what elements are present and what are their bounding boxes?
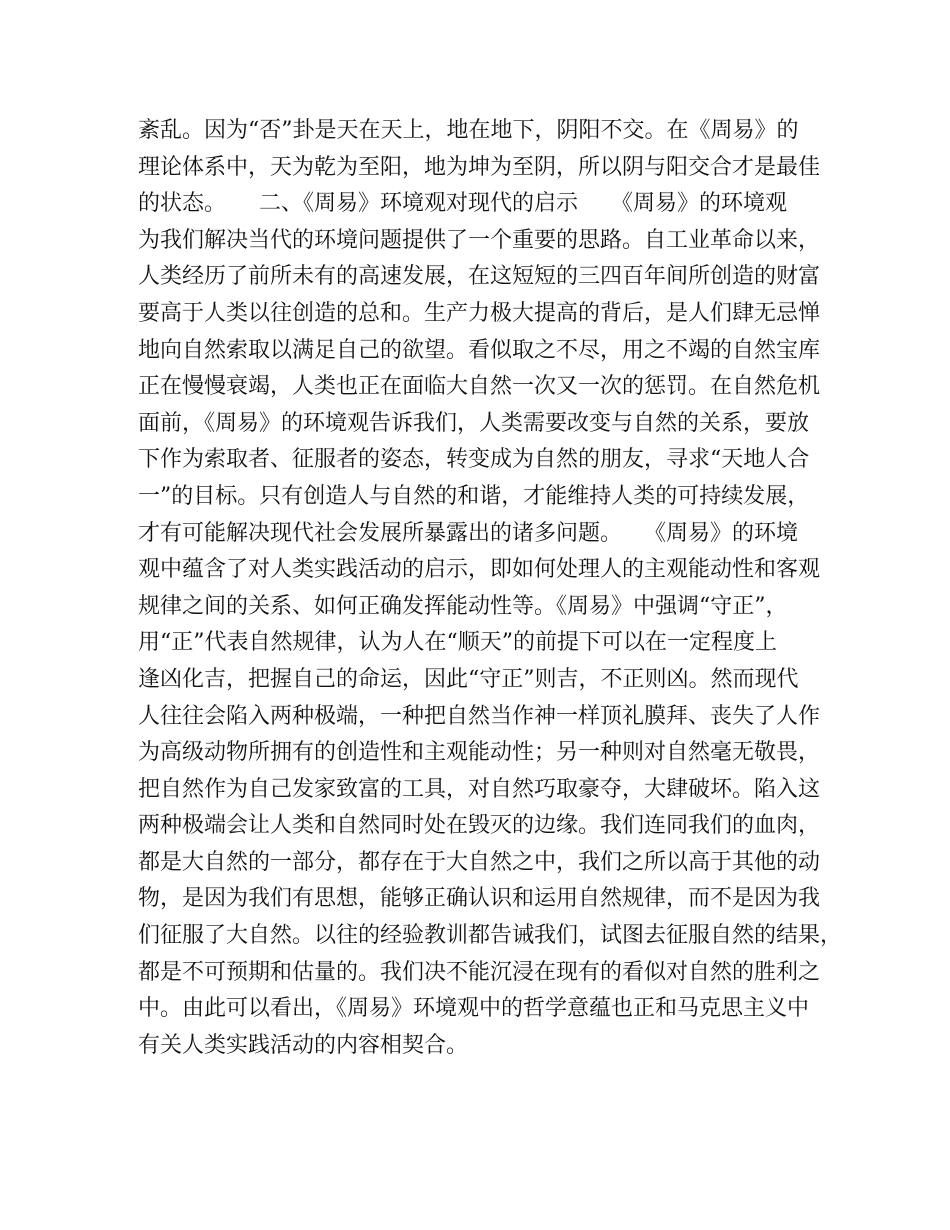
text-line: 都是不可预期和估量的。我们决不能沉浸在现有的看似对自然的胜利之 <box>138 959 821 985</box>
text-line: 才有可能解决现代社会发展所暴露出的诸多问题。 《周易》的环境 <box>138 520 799 546</box>
text-line: 中。由此可以看出，《周易》环境观中的哲学意蕴也正和马克思主义中 <box>138 996 810 1022</box>
text-line: 人往往会陷入两种极端，一种把自然当作神一样顶礼膜拜、丧失了人作 <box>138 703 821 729</box>
text-line: 人类经历了前所未有的高速发展，在这短短的三四百年间所创造的财富 <box>138 264 821 290</box>
text-line: 为我们解决当代的环境问题提供了一个重要的思路。自工业革命以来， <box>138 227 821 253</box>
text-line: 为高级动物所拥有的创造性和主观能动性；另一种则对自然毫无敬畏， <box>138 740 821 766</box>
text-line: 两种极端会让人类和自然同时处在毁灭的边缘。我们连同我们的血肉， <box>138 813 821 839</box>
text-line: 规律之间的关系、如何正确发挥能动性等。《周易》中强调“守正”， <box>138 593 788 619</box>
text-line: 用“正”代表自然规律，认为人在“顺天”的前提下可以在一定程度上 <box>138 630 777 656</box>
text-line: 都是大自然的一部分，都存在于大自然之中，我们之所以高于其他的动 <box>138 849 821 875</box>
text-line: 把自然作为自己发家致富的工具，对自然巧取豪夺，大肆破坏。陷入这 <box>138 776 821 802</box>
text-line: 正在慢慢衰竭，人类也正在面临大自然一次又一次的惩罚。在自然危机 <box>138 374 821 400</box>
text-line: 们征服了大自然。以往的经验教训都告诫我们，试图去征服自然的结果， <box>138 923 843 949</box>
text-line: 紊乱。因为“否”卦是天在天上，地在地下，阴阳不交。在《周易》的 <box>138 118 799 143</box>
text-line: 观中蕴含了对人类实践活动的启示，即如何处理人的主观能动性和客观 <box>138 557 821 583</box>
text-line: 物，是因为我们有思想，能够正确认识和运用自然规律，而不是因为我 <box>138 886 821 912</box>
text-line: 逢凶化吉，把握自己的命运，因此“守正”则吉，不正则凶。然而现代 <box>138 666 799 692</box>
text-line: 的状态。 二、《周易》环境观对现代的启示 《周易》的环境观 <box>138 191 788 217</box>
text-line: 理论体系中，天为乾为至阳，地为坤为至阴，所以阴与阳交合才是最佳 <box>138 154 821 180</box>
text-line: 一”的目标。只有创造人与自然的和谐，才能维持人类的可持续发展， <box>138 483 810 509</box>
body-text <box>138 113 843 1064</box>
text-line: 地向自然索取以满足自己的欲望。看似取之不尽，用之不竭的自然宝库 <box>138 337 821 363</box>
text-line: 面前，《周易》的环境观告诉我们，人类需要改变与自然的关系，要放 <box>138 410 810 436</box>
text-line: 有关人类实践活动的内容相契合。 <box>138 1032 469 1058</box>
text-line: 要高于人类以往创造的总和。生产力极大提高的背后，是人们肆无忌惮 <box>138 300 821 326</box>
text-line: 下作为索取者、征服者的姿态，转变成为自然的朋友，寻求“天地人合 <box>138 447 810 473</box>
